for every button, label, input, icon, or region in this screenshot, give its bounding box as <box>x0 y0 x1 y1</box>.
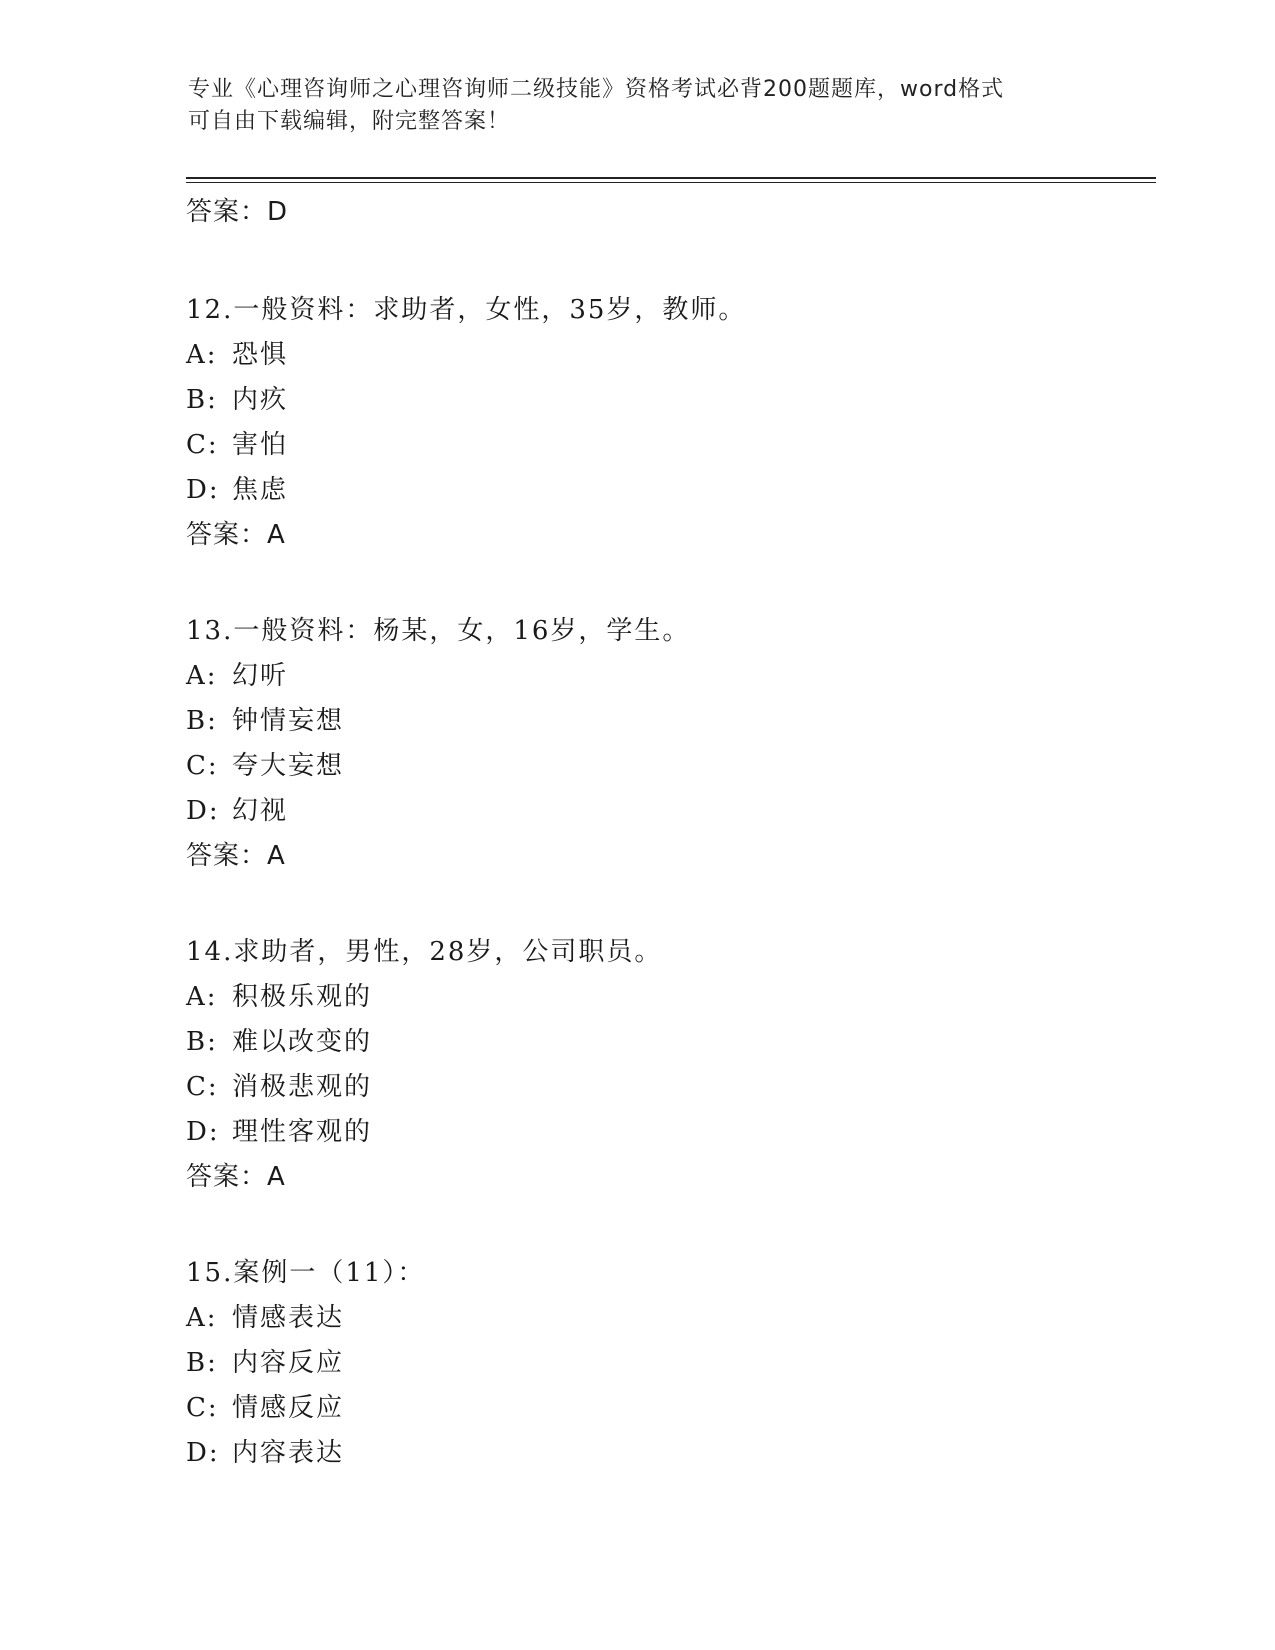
option-key: C: <box>186 1072 219 1102</box>
option-d <box>186 1110 1146 1155</box>
option-text: 理性客观的 <box>232 1117 373 1147</box>
option-d <box>186 1431 1146 1476</box>
question-block-14 <box>186 930 1146 1199</box>
option-key: D: <box>186 475 220 505</box>
option-text: 内容反应 <box>232 1348 345 1378</box>
header-rule-thin <box>186 182 1156 183</box>
option-key: B: <box>186 706 218 736</box>
option-a <box>186 333 1146 378</box>
question-text: 15.案例一（11）： <box>186 1258 426 1288</box>
option-text: 情感反应 <box>232 1393 345 1423</box>
question-block-15 <box>186 1251 1146 1476</box>
option-c <box>186 423 1146 468</box>
header-line-2: 可自由下载编辑，附完整答案！ <box>188 109 511 134</box>
option-key: A: <box>186 982 218 1012</box>
option-b <box>186 699 1146 744</box>
option-text: 害怕 <box>232 430 289 460</box>
option-key: C: <box>186 430 219 460</box>
option-d <box>186 789 1146 834</box>
option-key: B: <box>186 1348 218 1378</box>
option-b <box>186 1341 1146 1386</box>
option-text: 难以改变的 <box>232 1027 373 1057</box>
option-key: B: <box>186 385 218 415</box>
option-b <box>186 1020 1146 1065</box>
option-text: 幻听 <box>232 661 289 691</box>
option-a <box>186 975 1146 1020</box>
question-block-12 <box>186 288 1146 557</box>
question-text: 14.求助者，男性，28岁，公司职员。 <box>186 937 663 967</box>
question-block-13 <box>186 609 1146 878</box>
option-key: C: <box>186 751 219 781</box>
option-text: 内容表达 <box>232 1438 345 1468</box>
previous-answer: 答案：D <box>186 197 289 227</box>
option-text: 幻视 <box>232 796 289 826</box>
option-text: 钟情妄想 <box>232 706 345 736</box>
option-a <box>186 1296 1146 1341</box>
option-key: D: <box>186 1438 220 1468</box>
option-c <box>186 744 1146 789</box>
option-key: D: <box>186 796 220 826</box>
question-list <box>186 190 1146 1476</box>
option-a <box>186 654 1146 699</box>
option-text: 情感表达 <box>232 1303 345 1333</box>
option-text: 积极乐观的 <box>232 982 373 1012</box>
option-text: 恐惧 <box>232 340 289 370</box>
option-d <box>186 468 1146 513</box>
option-c <box>186 1065 1146 1110</box>
answer-text: 答案：A <box>186 1162 286 1192</box>
header-line-1: 专业《心理咨询师之心理咨询师二级技能》资格考试必背200题题库，word格式 <box>188 77 1005 102</box>
option-c <box>186 1386 1146 1431</box>
question-text: 13.一般资料：杨某，女，16岁，学生。 <box>186 616 691 646</box>
option-key: A: <box>186 1303 218 1333</box>
option-text: 内疚 <box>232 385 289 415</box>
option-b <box>186 378 1146 423</box>
answer-text: 答案：A <box>186 520 286 550</box>
header-rule-thick <box>186 177 1156 179</box>
option-key: A: <box>186 340 218 370</box>
document-header <box>188 74 1088 138</box>
option-text: 夸大妄想 <box>232 751 345 781</box>
option-text: 焦虑 <box>232 475 289 505</box>
answer-text: 答案：A <box>186 841 286 871</box>
question-text: 12.一般资料：求助者，女性，35岁，教师。 <box>186 295 747 325</box>
option-key: D: <box>186 1117 220 1147</box>
option-key: C: <box>186 1393 219 1423</box>
option-text: 消极悲观的 <box>232 1072 373 1102</box>
option-key: B: <box>186 1027 218 1057</box>
option-key: A: <box>186 661 218 691</box>
